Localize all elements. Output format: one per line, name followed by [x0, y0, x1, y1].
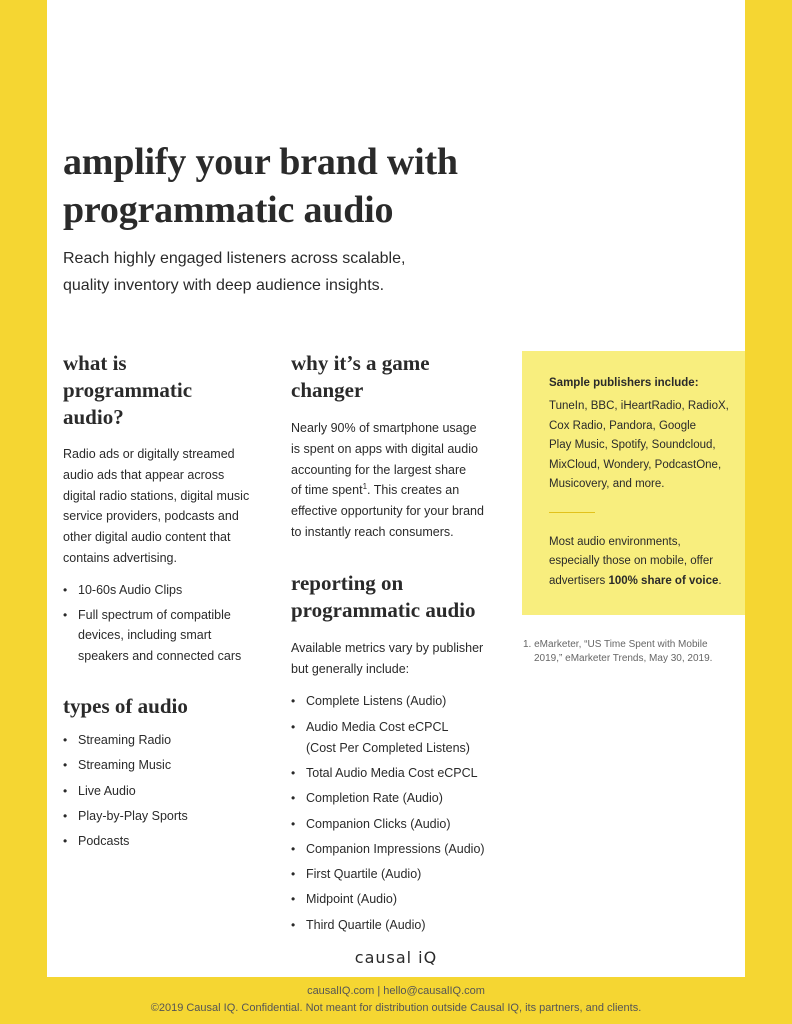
- list-item: [291, 889, 506, 910]
- body-line-text: . This creates an: [367, 483, 460, 498]
- body-line: is spent on apps with digital audio: [291, 441, 478, 456]
- list-item-text: • 10-60s Audio Clips: [78, 582, 183, 597]
- types-list: [63, 728, 268, 854]
- body-line-text: of time spent: [291, 483, 363, 498]
- game-changer-heading-line: changer: [291, 378, 364, 402]
- list-item-text: • Full spectrum of compatible: [78, 607, 231, 622]
- reporting-heading-line: reporting on: [291, 570, 404, 595]
- body-line: [291, 480, 506, 501]
- list-item: [291, 691, 506, 712]
- publishers-line: Play Music, Spotify, Soundcloud,: [549, 439, 716, 451]
- footnote-ref: 1: [362, 482, 368, 492]
- headline-line-2: programmatic audio: [63, 189, 394, 231]
- list-item-text: speakers and connected cars: [78, 649, 242, 664]
- publishers-label: Sample publishers include:: [549, 377, 699, 389]
- list-item-text: • Live Audio: [78, 783, 136, 798]
- what-is-bullets: [63, 580, 268, 667]
- subhead-line-1: Reach highly engaged listeners across scalable,: [63, 250, 406, 267]
- note-line: especially those on mobile, offer: [549, 555, 714, 567]
- list-item: [291, 814, 506, 835]
- list-item-text: • Total Audio Media Cost eCPCL: [306, 765, 478, 780]
- list-item-text: • Audio Media Cost eCPCL: [306, 719, 449, 734]
- page-subhead: [63, 245, 483, 299]
- body-line: service providers, podcasts and: [63, 509, 239, 524]
- reporting-heading-line: programmatic audio: [291, 597, 476, 622]
- publishers-line: TuneIn, BBC, iHeartRadio, RadioX,: [549, 400, 729, 412]
- reporting-list: [291, 691, 506, 935]
- publishers-list: [549, 397, 729, 495]
- what-is-heading-line: audio?: [63, 405, 124, 429]
- what-is-heading-line: what is: [63, 351, 127, 375]
- column-middle: [291, 350, 506, 936]
- body-line: Available metrics vary by publisher: [291, 640, 484, 655]
- body-line: effective opportunity for your brand: [291, 504, 484, 519]
- game-changer-heading: [291, 350, 506, 404]
- body-line: Nearly 90% of smartphone usage: [291, 421, 477, 435]
- list-item-text: • Companion Clicks (Audio): [306, 816, 451, 831]
- list-item: [63, 605, 268, 667]
- list-item: [291, 915, 506, 936]
- list-item-text: • Companion Impressions (Audio): [306, 841, 485, 856]
- list-item: [63, 580, 268, 601]
- list-item-text: (Cost Per Completed Listens): [306, 740, 470, 755]
- causal-iq-logo: causal iQ: [354, 948, 438, 967]
- body-line: audio ads that appear across: [63, 467, 225, 482]
- list-item-text: devices, including smart: [78, 628, 212, 643]
- column-left: [63, 350, 268, 854]
- publishers-callout: [522, 351, 745, 615]
- publishers-line: Cox Radio, Pandora, Google: [549, 419, 697, 432]
- list-item: [63, 728, 268, 753]
- list-item: [63, 779, 268, 804]
- what-is-heading: [63, 350, 268, 431]
- note-line: Most audio environments,: [549, 535, 681, 548]
- list-item-text: • Midpoint (Audio): [306, 892, 398, 907]
- reporting-heading: [291, 570, 506, 624]
- footer-contact[interactable]: causalIQ.com | hello@causalIQ.com: [307, 985, 485, 997]
- callout-divider: [549, 512, 595, 513]
- list-item-text: • Completion Rate (Audio): [306, 791, 443, 806]
- list-item: [291, 717, 506, 759]
- publishers-line: MixCloud, Wondery, PodcastOne,: [549, 458, 722, 471]
- note-line: [549, 572, 725, 592]
- page-footer: [0, 983, 792, 1017]
- list-item-text: • Podcasts: [78, 834, 130, 849]
- body-line: to instantly reach consumers.: [291, 524, 454, 539]
- body-line: but generally include:: [291, 661, 410, 676]
- share-of-voice-note: [549, 533, 725, 592]
- list-item-text: • Streaming Music: [78, 758, 172, 773]
- list-item-text: • First Quartile (Audio): [306, 867, 422, 882]
- footnote-line: 1. eMarketer, “US Time Spent with Mobile: [523, 639, 708, 650]
- types-heading: types of audio: [63, 693, 188, 718]
- note-text: .: [718, 574, 722, 587]
- body-line: other digital audio content that: [63, 530, 231, 545]
- body-line: Radio ads or digitally streamed: [63, 447, 235, 461]
- list-item: [63, 753, 268, 778]
- list-item: [291, 788, 506, 809]
- list-item: [291, 839, 506, 860]
- list-item: [291, 864, 506, 885]
- list-item: [291, 763, 506, 784]
- subhead-line-2: quality inventory with deep audience insights.: [63, 277, 385, 294]
- note-emphasis: 100% share of voice: [608, 574, 719, 587]
- body-line: accounting for the largest share: [291, 462, 467, 477]
- reporting-intro: [291, 638, 506, 680]
- footnote-line: 2019,” eMarketer Trends, May 30, 2019.: [534, 652, 713, 664]
- list-item-text: • Third Quartile (Audio): [306, 917, 426, 932]
- note-text: advertisers: [549, 574, 609, 587]
- publishers-line: Musicovery, and more.: [549, 478, 665, 490]
- list-item-text: • Complete Listens (Audio): [306, 694, 447, 709]
- game-changer-body: [291, 418, 506, 543]
- what-is-heading-line: programmatic: [63, 378, 193, 402]
- what-is-body: [63, 444, 268, 569]
- footer-copyright: ©2019 Causal IQ. Confidential. Not meant for distribution outside Causal IQ, its partners, and clients.: [150, 1002, 642, 1014]
- list-item-text: • Streaming Radio: [78, 732, 172, 747]
- body-line: digital radio stations, digital music: [63, 488, 250, 503]
- footnote: [523, 638, 738, 665]
- list-item: [63, 829, 268, 854]
- list-item-text: • Play-by-Play Sports: [78, 808, 188, 823]
- page-headline: [63, 138, 533, 234]
- list-item: [63, 804, 268, 829]
- game-changer-heading-line: why it’s a game: [291, 351, 430, 375]
- headline-line-1: amplify your brand with: [63, 141, 458, 183]
- body-line: contains advertising.: [63, 550, 177, 565]
